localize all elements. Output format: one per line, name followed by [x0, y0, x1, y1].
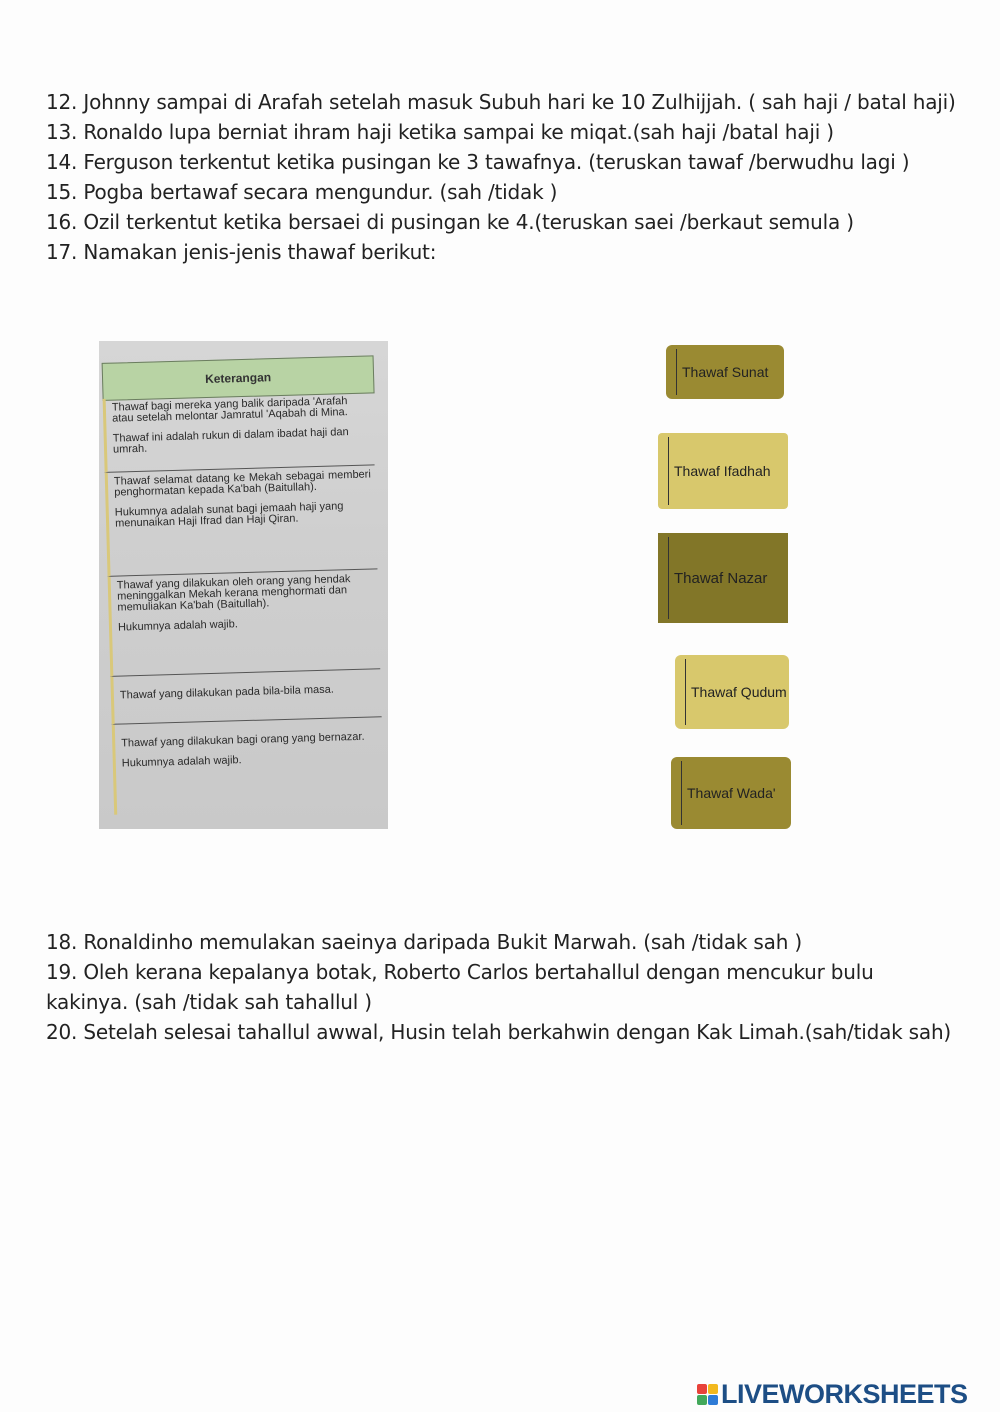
row-ruling: Hukumnya adalah wajib. — [117, 618, 238, 634]
question-18: 18. Ronaldinho memulakan saeinya daripada Bukit Marwah. (sah /tidak sah ) — [46, 930, 802, 954]
row-ruling: Hukumnya adalah sunat bagi jemaah haji yang menunaikan Haji Ifrad dan Haji Qiran. — [114, 500, 344, 530]
table-row[interactable] — [103, 391, 375, 473]
liveworksheets-logo — [697, 1379, 968, 1410]
row-description: Thawaf yang dilakukan bagi orang yang bernazar. — [121, 730, 365, 750]
table-row[interactable] — [108, 569, 381, 676]
logo-square — [697, 1395, 707, 1405]
question-19: 19. Oleh kerana kepalanya botak, Roberto Carlos bertahallul dengan mencukur bulu — [46, 960, 874, 984]
card-thawaf-nazar[interactable] — [658, 533, 788, 623]
logo-square — [697, 1384, 707, 1394]
card-label: Thawaf Nazar — [674, 569, 768, 587]
question-16: 16. Ozil terkentut ketika bersaei di pusingan ke 4.(teruskan saei /berkaut semula ) — [46, 210, 854, 234]
card-label: Thawaf Qudum — [691, 684, 787, 700]
row-description: Thawaf yang dilakukan oleh orang yang hendak meninggalkan Mekah kerana menghormati dan memuliakan Ka'bah (Baitullah). — [116, 573, 351, 614]
question-20: 20. Setelah selesai tahallul awwal, Husin telah berkahwin dengan Kak Limah.(sah/tidak sah) — [46, 1020, 952, 1044]
logo-square — [708, 1395, 718, 1405]
thawaf-table-photo — [99, 341, 388, 829]
row-description: Thawaf selamat datang ke Mekah sebagai memberi penghormatan kepada Ka'bah (Baitullah). — [113, 468, 371, 499]
row-description: Thawaf bagi mereka yang balik daripada 'Arafah atau setelah melontar Jamratul 'Aqabah di Mina. — [111, 395, 348, 425]
question-17: 17. Namakan jenis-jenis thawaf berikut: — [46, 240, 437, 264]
table-header: Keterangan — [102, 355, 375, 401]
row-description: Thawaf yang dilakukan pada bila-bila masa. — [119, 683, 335, 702]
question-12: 12. Johnny sampai di Arafah setelah masuk Subuh hari ke 10 Zulhijjah. ( sah haji / batal haji) — [46, 90, 956, 114]
card-label: Thawaf Ifadhah — [674, 463, 771, 479]
logo-text: LIVEWORKSHEETS — [721, 1379, 968, 1409]
table-row[interactable] — [110, 669, 381, 725]
card-thawaf-qudum[interactable] — [675, 655, 789, 729]
card-thawaf-sunat[interactable] — [666, 345, 784, 399]
table-row[interactable] — [112, 717, 384, 815]
card-label: Thawaf Wada' — [687, 785, 776, 801]
logo-icon — [697, 1384, 718, 1405]
question-13: 13. Ronaldo lupa berniat ihram haji ketika sampai ke miqat.(sah haji /batal haji ) — [46, 120, 834, 144]
table-row[interactable] — [105, 465, 378, 576]
card-thawaf-wada[interactable] — [671, 757, 791, 829]
row-ruling: Thawaf ini adalah rukun di dalam ibadat haji dan umrah. — [112, 426, 349, 456]
question-14: 14. Ferguson terkentut ketika pusingan ke 3 tawafnya. (teruskan tawaf /berwudhu lagi ) — [46, 150, 910, 174]
row-ruling: Hukumnya adalah wajib. — [121, 754, 242, 770]
question-15: 15. Pogba bertawaf secara mengundur. (sah /tidak ) — [46, 180, 558, 204]
question-19-continued: kakinya. (sah /tidak sah tahallul ) — [46, 990, 372, 1014]
card-thawaf-ifadhah[interactable] — [658, 433, 788, 509]
logo-square — [708, 1384, 718, 1394]
card-label: Thawaf Sunat — [682, 364, 769, 380]
